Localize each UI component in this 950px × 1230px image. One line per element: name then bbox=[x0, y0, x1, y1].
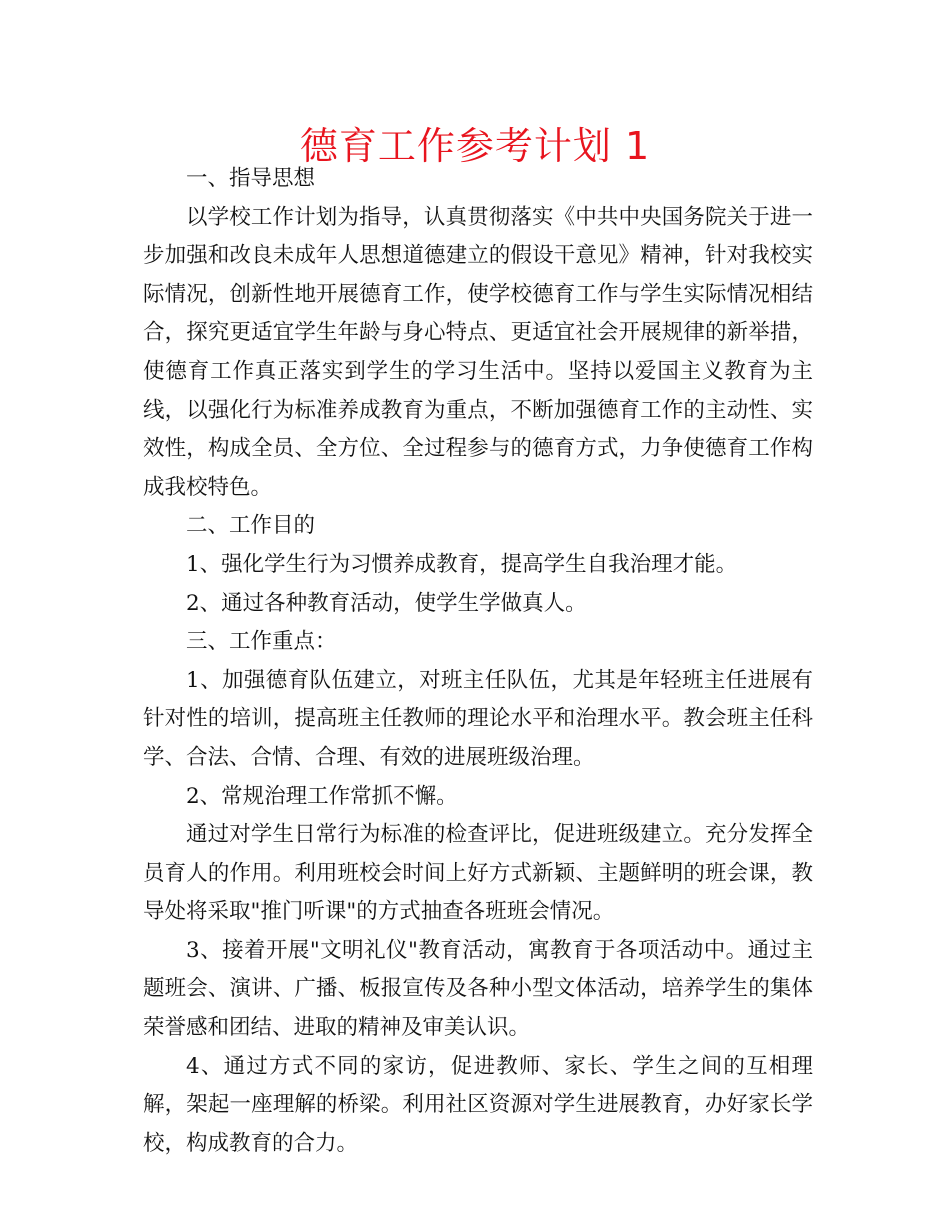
document-title: 德育工作参考计划 1 bbox=[299, 124, 651, 168]
focus-item-2: 2、常规治理工作常抓不懈。 bbox=[186, 783, 458, 809]
focus-item-1: 1、加强德育队伍建立，对班主任队伍，尤其是年轻班主任进展有针对性的培训，提高班主任教师的理论水平和治理水平。教会班主任科学、合法、合情、合理、有效的进展班级治理。 bbox=[143, 667, 813, 770]
document-body bbox=[143, 160, 813, 1163]
section-heading-work-focus: 三、工作重点： bbox=[186, 629, 337, 655]
focus-item-2-detail: 通过对学生日常行为标准的检查评比，促进班级建立。充分发挥全员育人的作用。利用班校会时间上好方式新颖、主题鲜明的班会课，教导处将采取"推门听课"的方式抽查各班班会情况。 bbox=[143, 822, 813, 925]
focus-item-3: 3、接着开展"文明礼仪"教育活动，寓教育于各项活动中。通过主题班会、演讲、广播、板报宣传及各种小型文体活动，培养学生的集体荣誉感和团结、进取的精神及审美认识。 bbox=[143, 937, 813, 1041]
focus-item-4: 4、通过方式不同的家访，促进教师、家长、学生之间的互相理解，架起一座理解的桥梁。利用社区资源对学生进展教育，办好家长学校，构成教育的合力。 bbox=[143, 1053, 813, 1156]
section-heading-guiding-thought: 一、指导思想 bbox=[186, 166, 316, 191]
goal-item-2: 2、通过各种教育活动，使学生学做真人。 bbox=[186, 590, 587, 616]
section-heading-work-goals: 二、工作目的 bbox=[186, 513, 316, 539]
paragraph-guiding-thought: 以学校工作计划为指导，认真贯彻落实《中共中央国务院关于进一步加强和改良未成年人思想道德建立的假设干意见》精神，针对我校实际情况，创新性地开展德育工作，使学校德育工作与学生实际情况相结合，探究更适宜学生年龄与身心特点、更适宜社会开展规律的新举措，使德育工作真正落实到学生的学习生活中。坚持以爱国主义教育为主线，以强化行为标准养成教育为重点，不断加强德育工作的主动性、实效性，构成全员、全方位、全过程参与的德育方式，力争使德育工作构成我校特色。 bbox=[143, 204, 813, 500]
goal-item-1: 1、强化学生行为习惯养成教育，提高学生自我治理才能。 bbox=[186, 551, 738, 577]
